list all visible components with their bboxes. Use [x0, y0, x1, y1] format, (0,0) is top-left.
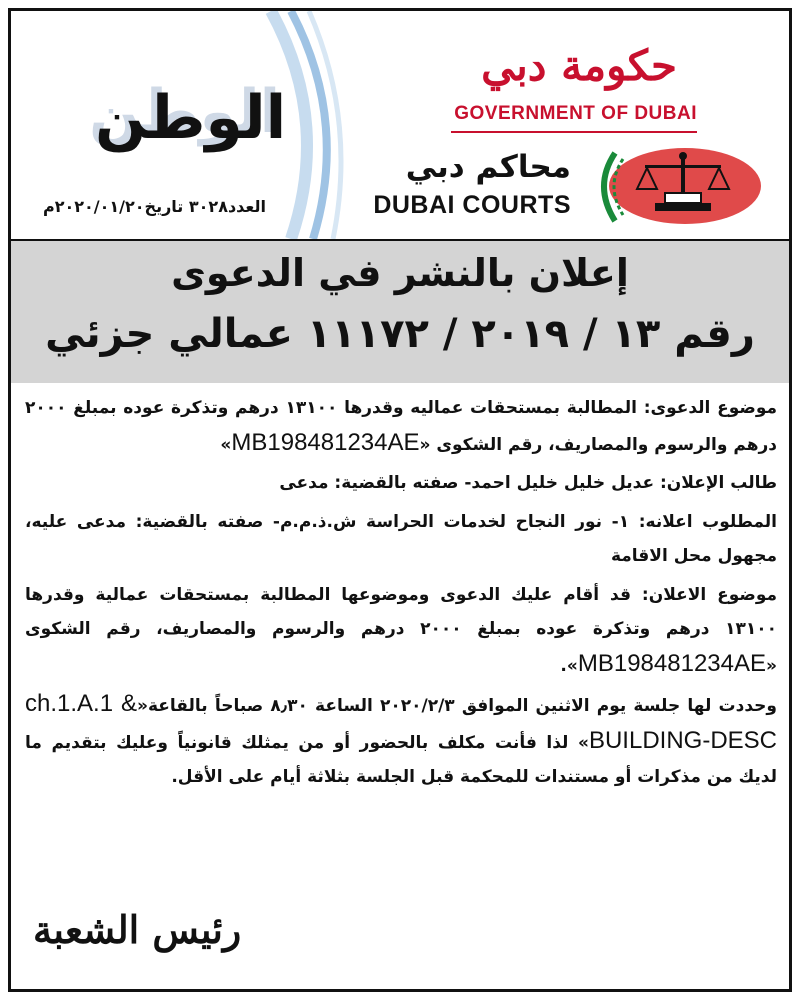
dubai-courts-english: DUBAI COURTS — [373, 191, 571, 219]
claim-subject-text: موضوع الدعوى: المطالبة بمستحقات عماليه وقدرها ١٣١٠٠ درهم وتذكرة عوده بمبلغ ٢٠٠٠ درهم والرسوم والمصاريف، رقم الشكوى « — [25, 398, 777, 455]
government-underline — [451, 131, 697, 133]
paragraph-announcement-subject — [25, 578, 777, 684]
paragraph-session — [25, 687, 777, 795]
announcement-title: إعلان بالنشر في الدعوى — [171, 251, 629, 295]
title-band — [11, 239, 789, 383]
quote-close: » — [220, 434, 232, 455]
government-of-dubai-arabic-logo: حكومة دبي — [481, 41, 677, 90]
quote-close: ». — [560, 655, 578, 676]
case-number: رقم ١٣ / ٢٠١٩ / ١١١٧٢ عمالي جزئي — [45, 311, 755, 357]
paragraph-claim-subject — [25, 391, 777, 462]
newspaper-name: الوطن — [95, 83, 287, 153]
session-instructions: » لذا فأنت مكلف بالحضور أو من يمثلك قانونياً وعليك بتقديم ما لديك من مذكرات أو مستندات للمحكمة قبل الجلسة بثلاثة أيام على الأقل. — [25, 732, 777, 787]
complaint-code: MB198481234AE — [231, 428, 420, 456]
signature-section-head: رئيس الشعبة — [33, 907, 242, 952]
complaint-code: MB198481234AE — [577, 649, 767, 677]
session-date-text: وحددت لها جلسة يوم الاثنين الموافق ٢٠٢٠/٢/٣ الساعة ٨٫٣٠ صباحاً بالقاعة« — [136, 696, 777, 716]
scales-of-justice-icon — [585, 145, 763, 227]
header — [11, 11, 789, 239]
announcement-body — [25, 391, 777, 799]
issue-date-line: العدد٣٠٢٨ تاريخ٢٠٢٠/٠١/٢٠م — [43, 197, 266, 216]
announcement-subject-text: موضوع الاعلان: قد أقام عليك الدعوى وموضوعها المطالبة بمستحقات عمالية وقدرها ١٣١٠٠ درهم وتذكرة عوده بمبلغ ٢٠٠٠ درهم والرسوم والمصاريف، رقم الشكوى « — [25, 584, 777, 676]
dubai-courts-arabic: محاكم دبي — [405, 149, 571, 185]
paragraph-requester: طالب الإعلان: عديل خليل خليل احمد- صفته بالقضية: مدعى — [279, 473, 777, 493]
courtroom-code: ch.1.A.1 & BUILDING-DESC — [25, 690, 777, 754]
announcement-frame — [8, 8, 792, 992]
government-of-dubai-english: GOVERNMENT OF DUBAI — [454, 103, 697, 124]
paragraph-defendant: المطلوب اعلانه: ١- نور النجاح لخدمات الحراسة ش.ذ.م.م- صفته بالقضية: مدعى عليه، مجهول محل الاقامة — [25, 511, 777, 566]
